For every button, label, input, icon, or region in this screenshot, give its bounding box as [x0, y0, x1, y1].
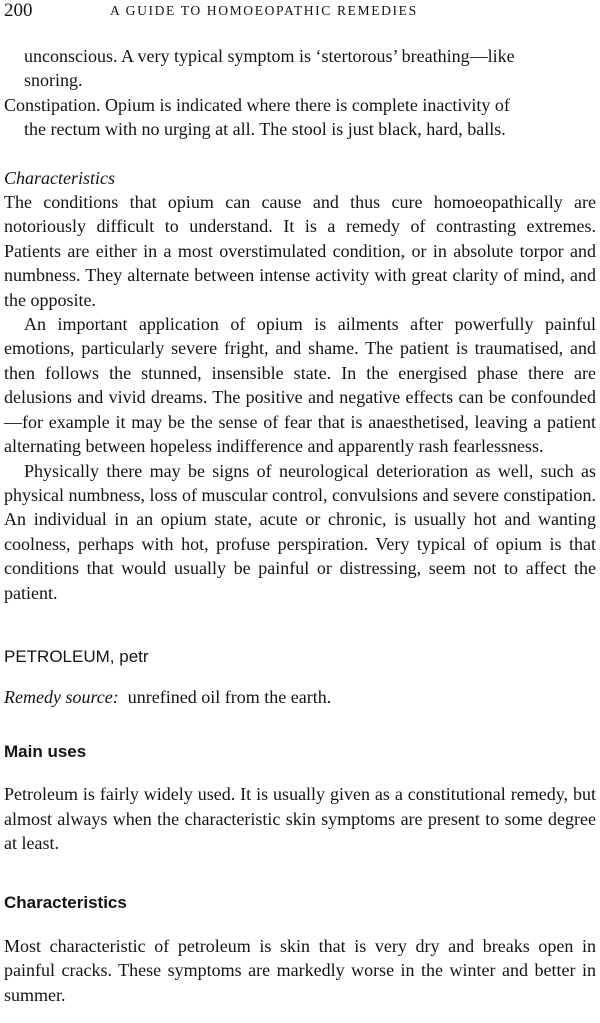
page-number: 200 — [4, 0, 33, 21]
spacer — [4, 605, 596, 645]
spacer — [4, 764, 596, 782]
main-uses-heading: Main uses — [4, 741, 87, 761]
unconscious-line-1: unconscious. A very typical symptom is ‘stertorous’ breathing—like — [24, 46, 515, 66]
remedy-source-label: Remedy source: — [4, 687, 119, 708]
running-title: A GUIDE TO HOMOEOPATHIC REMEDIES — [110, 3, 418, 18]
main-uses-text: Petroleum is fairly widely used. It is usually given as a constitutional remedy, but almost always when the characteristic skin symptoms are present to some degree at least. — [4, 784, 596, 853]
spacer — [4, 855, 596, 891]
spacer — [4, 916, 596, 934]
opium-paragraph-2: An important application of opium is ailments after powerfully painful emotions, particularly severe fright, and shame. The patient is traumatised, and then follows the stunned, insensible state. In the energised phase there are delusions and vivid dreams. The positive and negative effects can be confounded—for example it may be the sense of fear that is anaesthetised, leaving a patient alternating between hopeless indifference and apparently rash fearlessness. — [4, 314, 596, 457]
spacer — [4, 669, 596, 685]
petroleum-characteristics-text: Most characteristic of petroleum is skin that is very dry and breaks open in painful cracks. These symptoms are markedly worse in the winter and better in summer. — [4, 935, 596, 1005]
running-head — [4, 0, 596, 24]
body-text — [4, 44, 596, 1007]
petroleum-characteristics-heading: Characteristics — [4, 893, 127, 913]
constipation-line-2: the rectum with no urging at all. The stool is just black, hard, balls. — [24, 119, 506, 140]
spacer — [4, 142, 596, 166]
spacer — [4, 710, 596, 740]
opium-characteristics-heading: Characteristics — [4, 167, 115, 188]
opium-paragraph-3: Physically there may be signs of neurological deterioration as well, such as physical numbness, loss of muscular control, convulsions and severe constipation. An individual in an opium state, acute or chronic, is usually hot and wanting coolness, perhaps with hot, profuse perspiration. Very typical of opium is that conditions that would usually be painful or distressing, seem not to affect the patient. — [4, 460, 596, 603]
remedy-source-value: unrefined oil from the earth. — [127, 687, 332, 708]
remedy-source — [4, 685, 596, 709]
opium-paragraph-1: The conditions that opium can cause and thus cure homoeopathically are notoriously difficult to understand. It is a remedy of contrasting extremes. Patients are either in a most overstimulated condition, or in absolute torpor and numbness. They alternate between intense activity with great clarity of mind, and the opposite. — [4, 192, 596, 310]
constipation-line-1: Constipation. Opium is indicated where there is complete inactivity of — [4, 94, 510, 115]
unconscious-line-2: snoring. — [24, 70, 83, 91]
remedy-name: PETROLEUM, petr — [4, 646, 149, 666]
